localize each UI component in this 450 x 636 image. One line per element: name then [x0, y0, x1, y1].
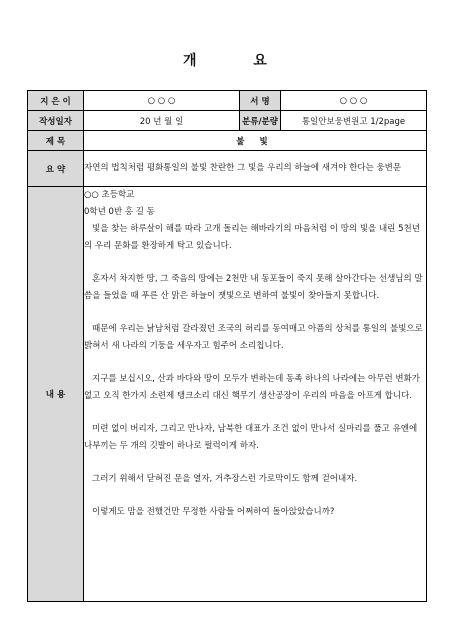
summary-value: 자연의 법칙처럼 평화통일의 불빛 찬란한 그 빛을 우리의 하늘에 새겨야 한다는 웅변문 — [84, 151, 427, 187]
summary-label: 요 약 — [28, 151, 84, 187]
sign-label: 서 명 — [240, 91, 281, 111]
paragraph: 지구를 보십시오, 산과 바다와 땅이 모두가 변하는데 동족 하나의 나라에는 아무런 변화가 없고 오직 한가지 소련제 탱크소리 대신 핵무기 생산공장이 우리의 마음을 아프게 합니다. — [84, 374, 421, 401]
paragraph: 미련 없이 버리자, 그리고 만나자, 남북한 대표가 조건 없이 만나서 실마리를 풀고 유엔에 나부끼는 두 개의 깃발이 하나로 펄럭이게 하자. — [84, 424, 418, 451]
overview-form — [27, 90, 427, 602]
author-value: ○ ○ ○ — [84, 91, 240, 111]
paragraph: 빛을 찾는 하루살이 해를 따라 고개 돌리는 해바라기의 마음처럼 이 땅의 빛을 내린 5천년의 우리 문화를 환장하게 탁고 있습니다. — [84, 224, 420, 251]
content-body — [84, 187, 427, 602]
date-label: 작성일자 — [28, 111, 84, 131]
subject-value: 불 빛 — [84, 131, 427, 151]
date-row — [28, 111, 427, 131]
speaker-line: 0학년 0반 홍 길 동 — [84, 207, 155, 217]
paragraph: 혼자서 차지한 땅, 그 죽음의 땅에는 2천만 내 동포들이 죽지 못해 살아간다는 선생님의 말씀을 들었을 때 푸른 산 맑은 하늘이 잿빛으로 변하여 불빛이 찾아들지 못합니다. — [84, 274, 423, 301]
content-row — [28, 187, 427, 602]
summary-row — [28, 151, 427, 187]
date-value: 20 년 월 일 — [84, 111, 240, 131]
category-label: 분류/분량 — [240, 111, 281, 131]
paragraph: 이렇게도 맘을 전했건만 무정한 사람들 어쩌하여 돌아앉았습니까? — [92, 507, 335, 517]
author-row — [28, 91, 427, 111]
content-label: 내 용 — [28, 187, 84, 602]
subject-label: 제 목 — [28, 131, 84, 151]
page-title: 개 요 — [183, 53, 293, 69]
author-label: 지 은 이 — [28, 91, 84, 111]
category-value: 통일안보웅변원고 1/2page — [281, 111, 427, 131]
paragraph: 그러기 위해서 닫혀진 문을 열자, 거추장스런 가로막이도 함께 걷어내자. — [92, 474, 358, 484]
subject-row — [28, 131, 427, 151]
paragraph: 때문에 우리는 낡남처럼 갈라졌던 조국의 허리를 동여매고 아픔의 상처를 통일의 불빛으로 밝혀서 새 나라의 기둥을 세우자고 힘주어 소리칩니다. — [84, 324, 423, 351]
school-line: ○○ 초등학교 — [84, 190, 135, 200]
sign-value: ○ ○ ○ — [281, 91, 427, 111]
